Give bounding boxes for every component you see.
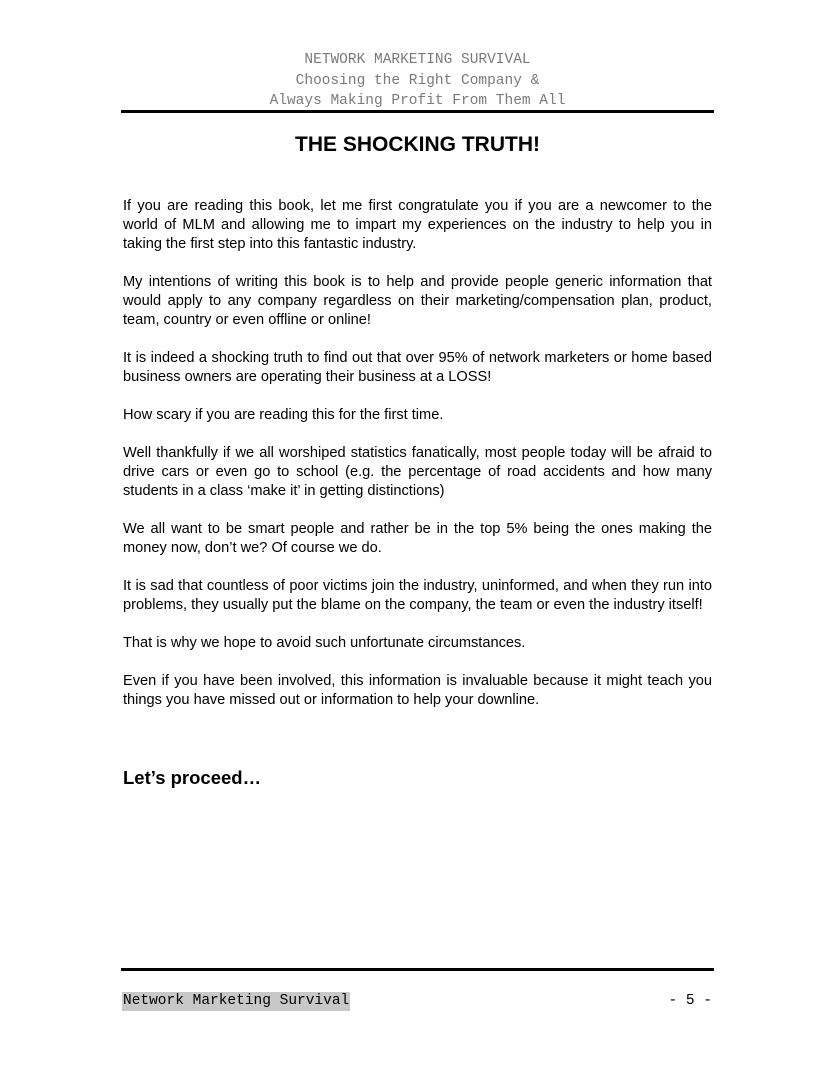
header-divider	[121, 110, 714, 113]
page-title: THE SHOCKING TRUTH!	[295, 133, 540, 156]
paragraph: That is why we hope to avoid such unfortunate circumstances.	[123, 635, 526, 651]
footer-book-title: Network Marketing Survival	[123, 993, 350, 1009]
running-header	[121, 50, 714, 112]
paragraph: If you are reading this book, let me first congratulate you if you are a newcomer to the world of MLM and allowing me to impart my experiences on the industry to help you in taking the first step into this fantastic industry.	[123, 198, 712, 252]
header-line-1: NETWORK MARKETING SURVIVAL	[304, 52, 531, 68]
paragraph: My intentions of writing this book is to help and provide people generic information that would apply to any company regardless on their marketing/compensation plan, product, team, country or even offline or online!	[123, 274, 712, 328]
paragraph: We all want to be smart people and rather be in the top 5% being the ones making the money now, don’t we? Of course we do.	[123, 521, 712, 556]
paragraph: Even if you have been involved, this information is invaluable because it might teach you things you have missed out or information to help your downline.	[123, 673, 712, 708]
header-line-2: Choosing the Right Company &	[295, 72, 540, 89]
paragraph: Well thankfully if we all worshiped statistics fanatically, most people today will be afraid to drive cars or even go to school (e.g. the percentage of road accidents and how many students in a class ‘make it’ in getting distinctions)	[123, 445, 712, 499]
paragraph: It is indeed a shocking truth to find out that over 95% of network marketers or home based business owners are operating their business at a LOSS!	[123, 350, 712, 385]
paragraph: How scary if you are reading this for the first time.	[123, 407, 444, 423]
body-text	[123, 197, 712, 729]
page-number: - 5 -	[668, 993, 712, 1009]
header-line-3: Always Making Profit From Them All	[269, 93, 566, 109]
closing-heading: Let’s proceed…	[123, 767, 262, 788]
footer-divider	[121, 968, 714, 971]
paragraph: It is sad that countless of poor victims join the industry, uninformed, and when they run into problems, they usually put the blame on the company, the team or even the industry itself!	[123, 578, 712, 613]
